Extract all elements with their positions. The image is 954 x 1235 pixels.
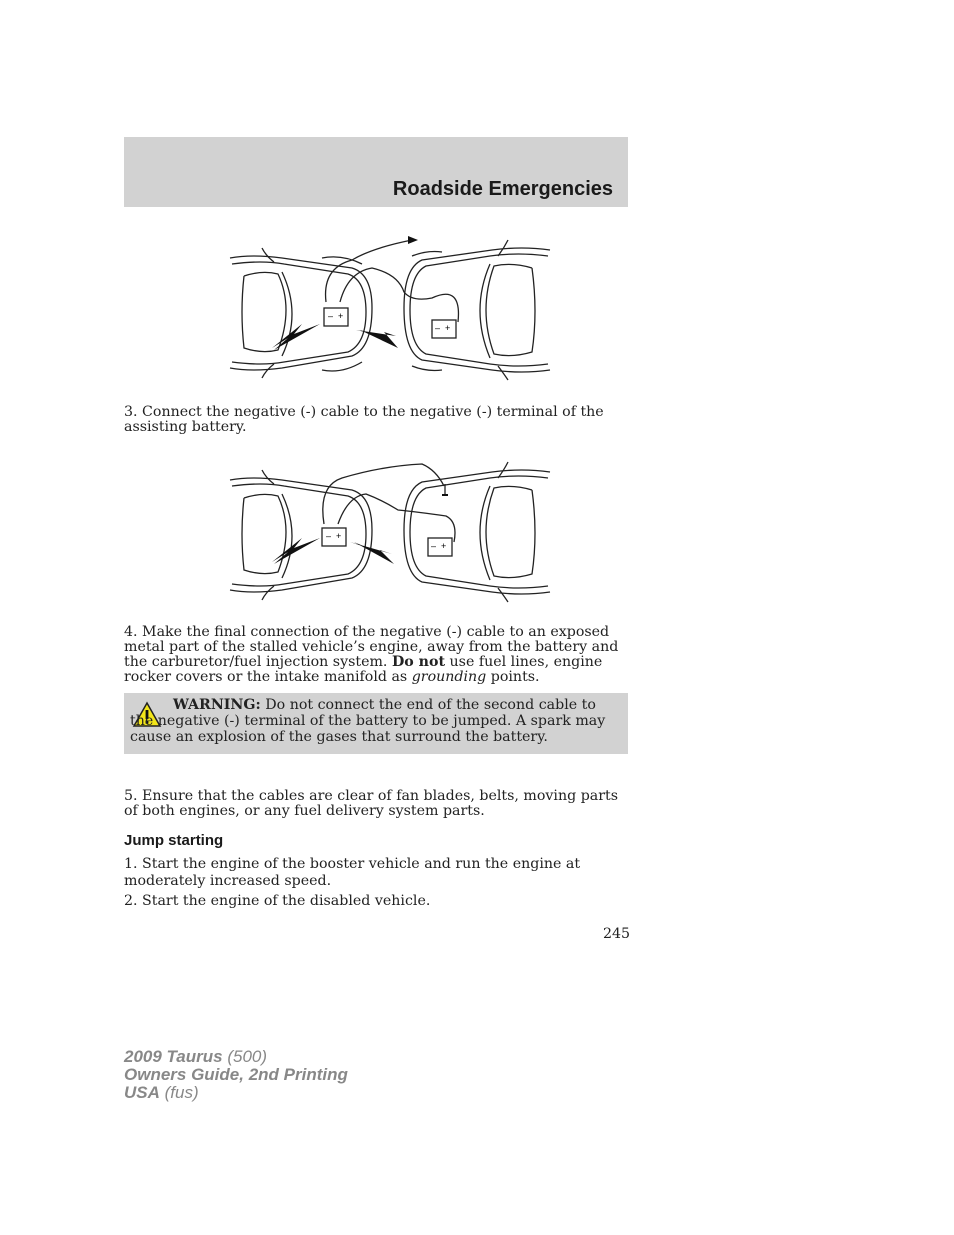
battery-minus-label: – [326, 531, 332, 541]
step-4-italic: grounding [411, 669, 487, 685]
section-title: Roadside Emergencies [392, 178, 613, 200]
footer-model-code: (500) [227, 1047, 268, 1066]
battery-plus-label: + [338, 311, 344, 321]
footer-guide: Owners Guide, 2nd Printing [124, 1065, 348, 1084]
jump-starting-heading: Jump starting [124, 832, 224, 849]
warning-body: Do not connect the end of the second cable to the negative (-) terminal of the battery to be jumped. A spark may cause an explosion of the gases that surround the battery. [130, 697, 606, 745]
jump-start-diagram-step4 [222, 450, 558, 616]
battery-plus-label: + [441, 541, 447, 551]
battery-plus-label: + [336, 531, 342, 541]
warning-text [130, 697, 616, 745]
warning-label: WARNING: [173, 697, 261, 713]
step-4-part2: use fuel lines, engine rocker covers or the intake manifold as [124, 654, 603, 685]
jump-start-diagram-step3 [222, 228, 558, 394]
footer-region: USA [124, 1083, 160, 1102]
battery-minus-label: – [435, 323, 441, 333]
step-4-emphasis: Do not [391, 654, 446, 670]
footer-model: 2009 Taurus [124, 1047, 223, 1066]
jump-step-1-text: 1. Start the engine of the booster vehicle and run the engine at moderately increased speed. [124, 856, 581, 889]
step-4-part1: 4. Make the final connection of the negative (-) cable to an exposed metal part of the stalled vehicle’s engine, away from the battery and the carburetor/fuel injection system. [124, 624, 619, 670]
step-5-text: 5. Ensure that the cables are clear of fan blades, belts, moving parts of both engines, or any fuel delivery system parts. [124, 788, 618, 819]
footer [124, 1048, 348, 1102]
footer-region-code: (fus) [164, 1083, 199, 1102]
battery-plus-label: + [445, 323, 451, 333]
battery-minus-label: – [328, 311, 334, 321]
warning-box [124, 693, 628, 754]
battery-minus-label: – [431, 541, 437, 551]
page-number: 245 [603, 926, 631, 942]
step-4-text [124, 625, 628, 685]
step-3-text: 3. Connect the negative (-) cable to the negative (-) terminal of the assisting battery. [124, 404, 604, 435]
section-header-band [124, 137, 628, 207]
step-4-part3: points. [490, 669, 540, 685]
jump-step-2-text: 2. Start the engine of the disabled vehicle. [124, 893, 431, 909]
